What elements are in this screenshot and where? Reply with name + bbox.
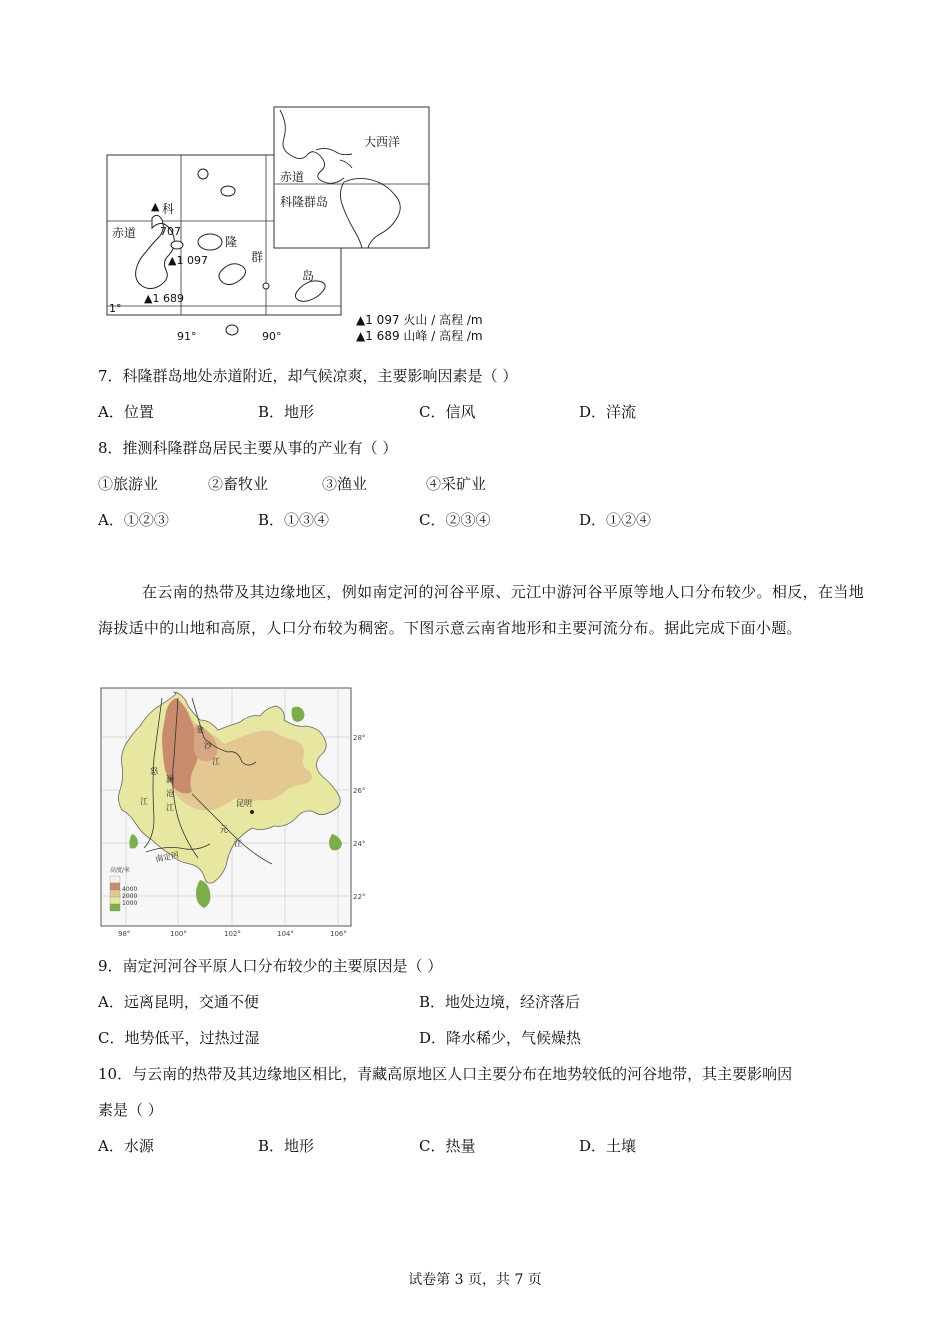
- q9-stem: 9．南定河河谷平原人口分布较少的主要原因是（ ）: [98, 957, 443, 975]
- q7-option-c[interactable]: C．信风: [419, 403, 476, 421]
- q10-option-d[interactable]: D．土壤: [579, 1137, 637, 1155]
- svg-text:1000: 1000: [122, 900, 138, 907]
- label-peak-707: 707: [160, 225, 181, 238]
- lat-26: 26°: [353, 787, 366, 795]
- peak-marker-icon: ▲: [151, 200, 160, 213]
- river-lancang-2: 沧: [166, 789, 174, 798]
- river-jinsha-3: 江: [212, 757, 220, 766]
- river-yuan-2: 江: [234, 839, 242, 848]
- q8-option-b[interactable]: B．①③④: [258, 511, 330, 529]
- q8-item-3: ③渔业: [322, 475, 368, 493]
- river-yuan-1: 元: [220, 825, 228, 834]
- river-nu-1: 怒: [150, 767, 158, 776]
- lon-104: 104°: [277, 930, 294, 938]
- label-long: 隆: [225, 235, 238, 249]
- q9-option-d[interactable]: D．降水稀少，气候燥热: [419, 1029, 582, 1047]
- label-peak-1097: ▲1 097: [168, 254, 208, 267]
- svg-text:4000: 4000: [122, 886, 138, 893]
- label-ke: 科: [162, 202, 175, 216]
- legend-volcano: ▲1 097 火山 / 高程 /m: [356, 313, 483, 327]
- river-jinsha-2: 沙: [204, 741, 212, 750]
- label-lat-1: 1°: [109, 302, 122, 315]
- lat-22: 22°: [353, 893, 366, 901]
- kunming-marker-icon: [250, 810, 254, 814]
- q10-option-b[interactable]: B．地形: [258, 1137, 315, 1155]
- label-equator-inset: 赤道: [280, 170, 305, 184]
- river-nanding: 南定河: [154, 850, 180, 864]
- q10-option-c[interactable]: C．热量: [419, 1137, 476, 1155]
- lat-28: 28°: [353, 734, 366, 742]
- q10-option-a[interactable]: A．水源: [98, 1137, 154, 1155]
- lon-106: 106°: [330, 930, 347, 938]
- lon-98: 98°: [118, 930, 131, 938]
- label-peak-1689: ▲1 689: [144, 292, 184, 305]
- yunnan-map: [96, 684, 366, 942]
- q8-item-4: ④采矿业: [426, 475, 487, 493]
- lat-24: 24°: [353, 840, 366, 848]
- q10-stem-line1: 10．与云南的热带及其边缘地区相比，青藏高原地区人口主要分布在地势较低的河谷地带，其主要影响因: [98, 1065, 793, 1083]
- q9-option-a[interactable]: A．远离昆明，交通不便: [98, 993, 259, 1011]
- q8-option-a[interactable]: A．①②③: [98, 511, 169, 529]
- label-equator-main: 赤道: [112, 226, 137, 240]
- q8-stem: 8．推测科隆群岛居民主要从事的产业有（ ）: [98, 439, 398, 457]
- q9-option-c[interactable]: C．地势低平，过热过湿: [98, 1029, 260, 1047]
- river-lancang-1: 澜: [166, 775, 174, 784]
- page-footer: 试卷第 3 页，共 7 页: [408, 1272, 542, 1288]
- label-lon-91: 91°: [177, 330, 197, 343]
- galapagos-map: [100, 100, 500, 350]
- svg-text:高度/米: 高度/米: [110, 867, 131, 874]
- q8-option-d[interactable]: D．①②④: [579, 511, 652, 529]
- q9-option-b[interactable]: B．地处边境，经济落后: [419, 993, 581, 1011]
- label-islands-inset: 科隆群岛: [280, 195, 329, 209]
- river-lancang-3: 江: [166, 803, 174, 812]
- legend-peak: ▲1 689 山峰 / 高程 /m: [356, 329, 483, 343]
- q10-stem-line2: 素是（ ）: [98, 1101, 163, 1119]
- q8-option-c[interactable]: C．②③④: [419, 511, 491, 529]
- q8-item-1: ①旅游业: [98, 475, 159, 493]
- q7-option-b[interactable]: B．地形: [258, 403, 315, 421]
- label-kunming: 昆明: [236, 799, 252, 808]
- q7-option-a[interactable]: A．位置: [98, 403, 154, 421]
- label-dao: 岛: [302, 269, 315, 283]
- lon-102: 102°: [224, 930, 241, 938]
- river-jinsha-1: 金: [196, 725, 204, 734]
- q8-item-2: ②畜牧业: [208, 475, 269, 493]
- q7-stem: 7．科隆群岛地处赤道附近，却气候凉爽，主要影响因素是（ ）: [98, 367, 518, 385]
- label-lon-90: 90°: [262, 330, 282, 343]
- passage: 在云南的热带及其边缘地区，例如南定河的河谷平原、元江中游河谷平原等地人口分布较少。相反，在当地海拔适中的山地和高原，人口分布较为稠密。下图示意云南省地形和主要河流分布。据此完成下面小题。: [98, 583, 864, 637]
- q7-option-d[interactable]: D．洋流: [579, 403, 637, 421]
- label-qun: 群: [251, 250, 264, 264]
- svg-text:2000: 2000: [122, 893, 138, 900]
- lon-100: 100°: [170, 930, 187, 938]
- river-nu-2: 江: [140, 797, 148, 806]
- label-atlantic: 大西洋: [364, 135, 401, 149]
